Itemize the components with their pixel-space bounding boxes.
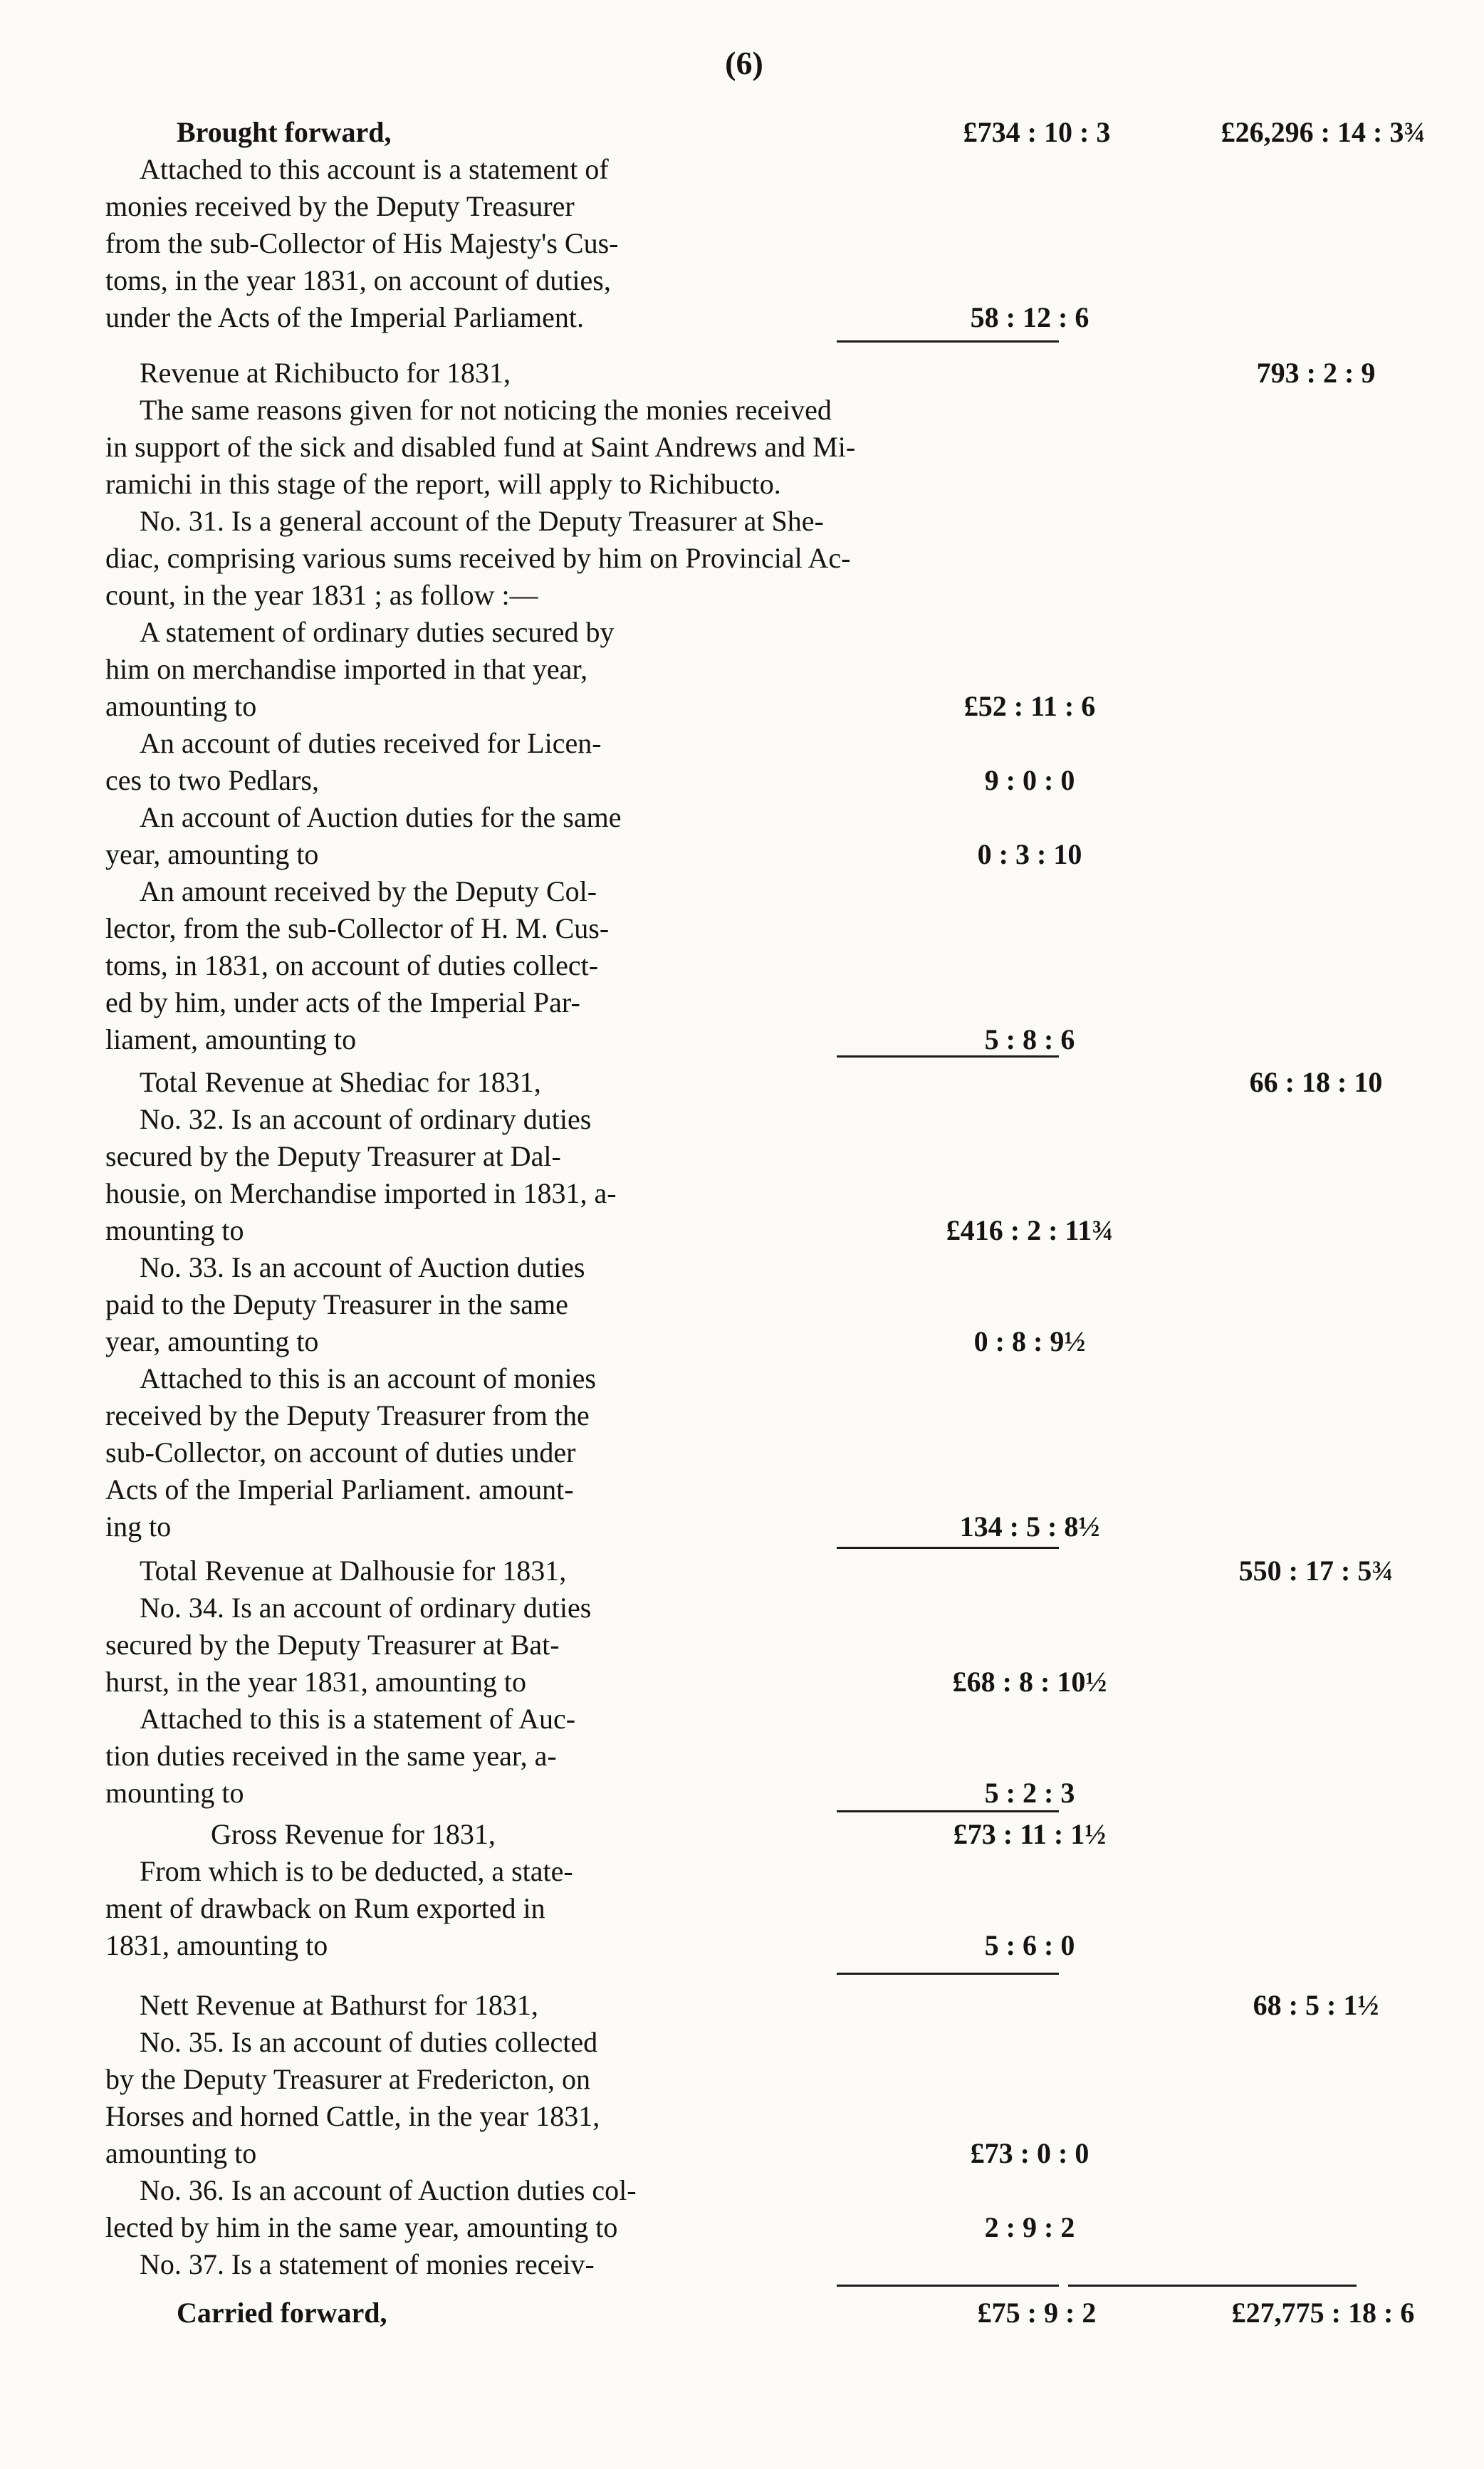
text-line: housie, on Merchandise imported in 1831, a- [105, 1177, 617, 1209]
text-line: An account of Auction duties for the same [140, 801, 622, 833]
shediac-licences-amount: 9 : 0 : 0 [984, 764, 1075, 796]
gross-revenue-heading: Gross Revenue for 1831, [211, 1818, 496, 1850]
sum-rule [837, 1055, 1059, 1058]
bathurst-duties-amount: £68 : 8 : 10½ [952, 1666, 1107, 1698]
bathurst-nett-total: 68 : 5 : 1½ [1253, 1989, 1379, 2021]
text-line: 1831, amounting to [105, 1929, 328, 1961]
sum-rule [837, 1547, 1059, 1549]
sum-rule [837, 1810, 1059, 1812]
text-line: toms, in 1831, on account of duties collect- [105, 949, 599, 981]
carried-forward-col2: £27,775 : 18 : 6 [1231, 2297, 1415, 2329]
brought-forward-col1: £734 : 10 : 3 [963, 116, 1111, 148]
shediac-auction-amount: 0 : 3 : 10 [977, 838, 1082, 870]
brought-forward-heading: Brought forward, [177, 116, 392, 148]
text-line: A statement of ordinary duties secured by [140, 616, 615, 648]
text-line: ment of drawback on Rum exported in [105, 1892, 545, 1924]
text-line: No. 34. Is an account of ordinary duties [140, 1592, 592, 1624]
text-line: Attached to this account is a statement of [140, 153, 609, 185]
text-line: lector, from the sub-Collector of H. M. Cus- [105, 912, 610, 944]
dalhousie-total: 550 : 17 : 5¾ [1238, 1555, 1394, 1587]
text-line: Attached to this is an account of monies [140, 1362, 596, 1394]
text-line: ramichi in this stage of the report, will apply to Richibucto. [105, 468, 781, 500]
drawback-amount: 5 : 6 : 0 [984, 1929, 1075, 1961]
text-line: ed by him, under acts of the Imperial Par- [105, 986, 580, 1018]
text-line: monies received by the Deputy Treasurer [105, 190, 575, 222]
text-line: mounting to [105, 1214, 244, 1246]
text-line: An account of duties received for Licen- [140, 727, 602, 759]
text-line: lected by him in the same year, amounting to [105, 2211, 618, 2243]
text-line: An amount received by the Deputy Col- [140, 875, 597, 907]
text-line: No. 36. Is an account of Auction duties col- [140, 2174, 637, 2206]
text-line: No. 31. Is a general account of the Deputy Treasurer at She- [140, 505, 824, 537]
text-line: in support of the sick and disabled fund at Saint Andrews and Mi- [105, 431, 856, 463]
carried-forward-heading: Carried forward, [177, 2297, 387, 2329]
text-line: Attached to this is a statement of Auc- [140, 1703, 576, 1735]
text-line: liament, amounting to [105, 1023, 357, 1055]
brought-forward-col2: £26,296 : 14 : 3¾ [1221, 116, 1426, 148]
text-line: No. 32. Is an account of ordinary duties [140, 1103, 592, 1135]
sum-rule [837, 2285, 1059, 2287]
text-line: No. 33. Is an account of Auction duties [140, 1251, 585, 1283]
text-line: hurst, in the year 1831, amounting to [105, 1666, 527, 1698]
text-line: received by the Deputy Treasurer from the [105, 1399, 590, 1431]
sum-rule [837, 340, 1059, 343]
text-line: ing to [105, 1510, 172, 1543]
text-line: from the sub-Collector of His Majesty's Cus- [105, 227, 619, 259]
text-line: ces to two Pedlars, [105, 764, 319, 796]
text-line: toms, in the year 1831, on account of duties, [105, 264, 611, 296]
text-line: No. 37. Is a statement of monies receiv- [140, 2248, 595, 2280]
text-line: No. 35. Is an account of duties collected [140, 2026, 598, 2058]
richibucto-total: 793 : 2 : 9 [1256, 357, 1376, 389]
text-line: mounting to [105, 1777, 244, 1809]
dalhousie-customs-amount: 134 : 5 : 8½ [959, 1510, 1100, 1543]
bathurst-nett-heading: Nett Revenue at Bathurst for 1831, [140, 1989, 538, 2021]
text-line: From which is to be deducted, a state- [140, 1855, 573, 1887]
text-line: under the Acts of the Imperial Parliament. [105, 301, 585, 333]
carried-forward-col1: £75 : 9 : 2 [977, 2297, 1097, 2329]
text-line: by the Deputy Treasurer at Fredericton, on [105, 2063, 590, 2095]
text-line: sub-Collector, on account of duties under [105, 1436, 576, 1468]
page-number: (6) [725, 45, 763, 81]
sum-rule [837, 1973, 1059, 1975]
richibucto-heading: Revenue at Richibucto for 1831, [140, 357, 511, 389]
text-line: tion duties received in the same year, a- [105, 1740, 557, 1772]
dalhousie-total-heading: Total Revenue at Dalhousie for 1831, [140, 1555, 567, 1587]
shediac-total-heading: Total Revenue at Shediac for 1831, [140, 1066, 541, 1098]
text-line: amounting to [105, 2137, 257, 2169]
text-line: Horses and horned Cattle, in the year 1831, [105, 2100, 600, 2132]
text-line: Acts of the Imperial Parliament. amount- [105, 1473, 574, 1505]
shediac-duties-amount: £52 : 11 : 6 [963, 690, 1096, 722]
text-line: year, amounting to [105, 1325, 319, 1357]
dalhousie-auction-amount: 0 : 8 : 9½ [973, 1325, 1086, 1357]
text-line: The same reasons given for not noticing the monies received [140, 394, 832, 426]
text-line: amounting to [105, 690, 257, 722]
text-line: paid to the Deputy Treasurer in the same [105, 1288, 568, 1320]
shediac-total: 66 : 18 : 10 [1249, 1066, 1383, 1098]
text-line: him on merchandise imported in that year, [105, 653, 588, 685]
text-line: secured by the Deputy Treasurer at Dal- [105, 1140, 561, 1172]
customs-amount: 58 : 12 : 6 [970, 301, 1090, 333]
sum-rule [1068, 2285, 1357, 2287]
text-line: secured by the Deputy Treasurer at Bat- [105, 1629, 560, 1661]
fredericton-cattle-amount: £73 : 0 : 0 [970, 2137, 1090, 2169]
bathurst-auction-amount: 5 : 2 : 3 [984, 1777, 1075, 1809]
gross-revenue-amount: £73 : 11 : 1½ [953, 1818, 1107, 1850]
shediac-customs-amount: 5 : 8 : 6 [984, 1023, 1075, 1055]
fredericton-auction-amount: 2 : 9 : 2 [984, 2211, 1075, 2243]
dalhousie-duties-amount: £416 : 2 : 11¾ [946, 1214, 1114, 1246]
text-line: year, amounting to [105, 838, 319, 870]
text-line: diac, comprising various sums received by him on Provincial Ac- [105, 542, 851, 574]
text-line: count, in the year 1831 ; as follow :— [105, 579, 538, 611]
